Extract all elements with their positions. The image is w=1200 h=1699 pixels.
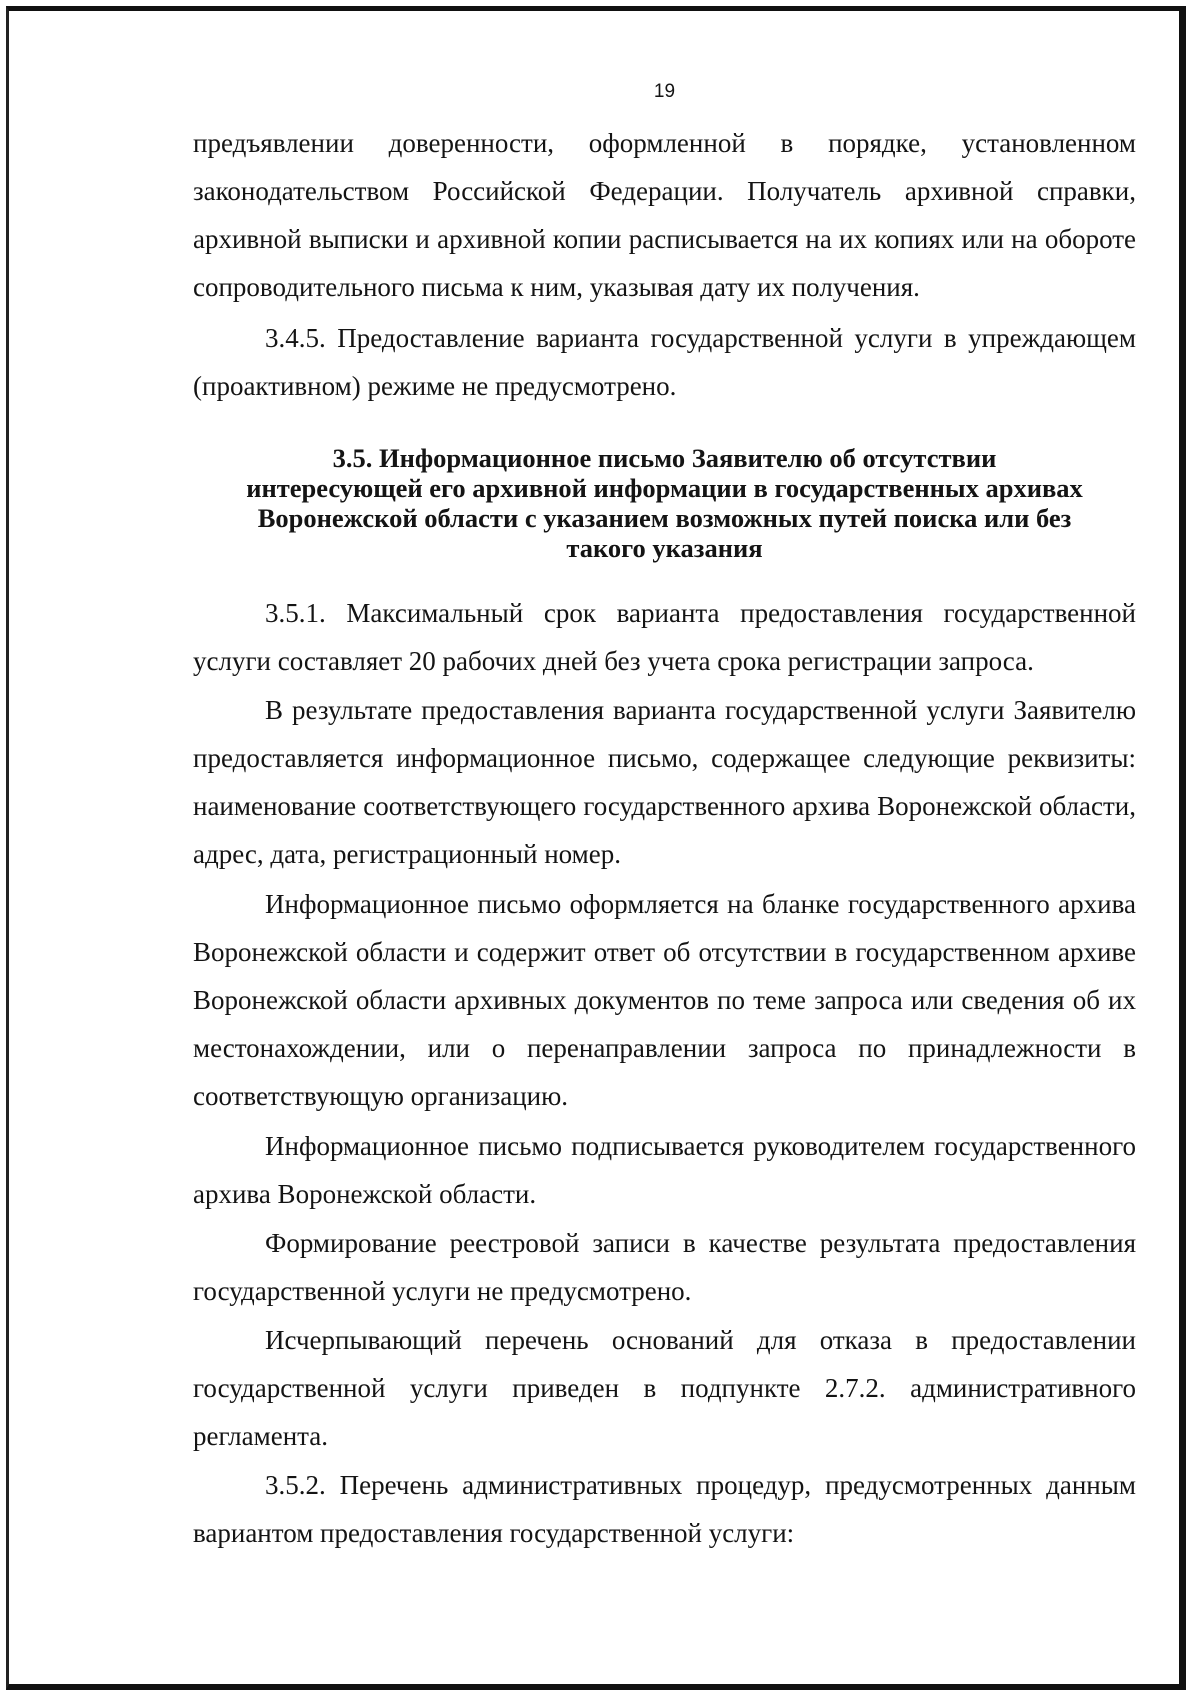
heading-line: Воронежской области с указанием возможных путей поиска или без: [257, 503, 1072, 533]
paragraph-refusal-grounds: Исчерпывающий перечень оснований для отказа в предоставлении государственной услуги приведен в подпункте 2.7.2. административного регламента.: [193, 1325, 1136, 1451]
paragraph-registry: Формирование реестровой записи в качестве результата предоставления государственной услуги не предусмотрено.: [193, 1228, 1136, 1306]
paragraph-letter-form: Информационное письмо оформляется на бланке государственного архива Воронежской области и содержит ответ об отсутствии в государственном архиве Воронежской области архивных документов по теме запроса или сведения об их местонахождении, или о перенаправлении запроса по принадлежности в соответствующую организацию.: [193, 889, 1136, 1111]
heading-line: интересующей его архивной информации в государственных архивах: [246, 473, 1083, 503]
paragraph-letter-signed: Информационное письмо подписывается руководителем государственного архива Воронежской области.: [193, 1131, 1136, 1209]
heading-line: такого указания: [566, 533, 763, 563]
paragraph-3-5-2: 3.5.2. Перечень административных процедур, предусмотренных данным вариантом предоставления государственной услуги:: [193, 1470, 1136, 1548]
paragraph-result: В результате предоставления варианта государственной услуги Заявителю предоставляется информационное письмо, содержащее следующие реквизиты: наименование соответствующего государственного архива Воронежской области, адрес, дата, регистрационный номер.: [193, 695, 1136, 869]
page-number: 19: [653, 81, 676, 102]
section-heading-3-5: [193, 443, 1136, 563]
heading-line: 3.5. Информационное письмо Заявителю об отсутствии: [332, 443, 997, 473]
paragraph-3-4-5: 3.4.5. Предоставление варианта государственной услуги в упреждающем (проактивном) режиме не предусмотрено.: [193, 323, 1136, 401]
paragraph-3-5-1: 3.5.1. Максимальный срок варианта предоставления государственной услуги составляет 20 рабочих дней без учета срока регистрации запроса.: [193, 598, 1136, 676]
paragraph-continuation: предъявлении доверенности, оформленной в порядке, установленном законодательством Российской Федерации. Получатель архивной справки, архивной выписки и архивной копии расписывается на их копиях или на обороте сопроводительного письма к ним, указывая дату их получения.: [193, 128, 1136, 302]
